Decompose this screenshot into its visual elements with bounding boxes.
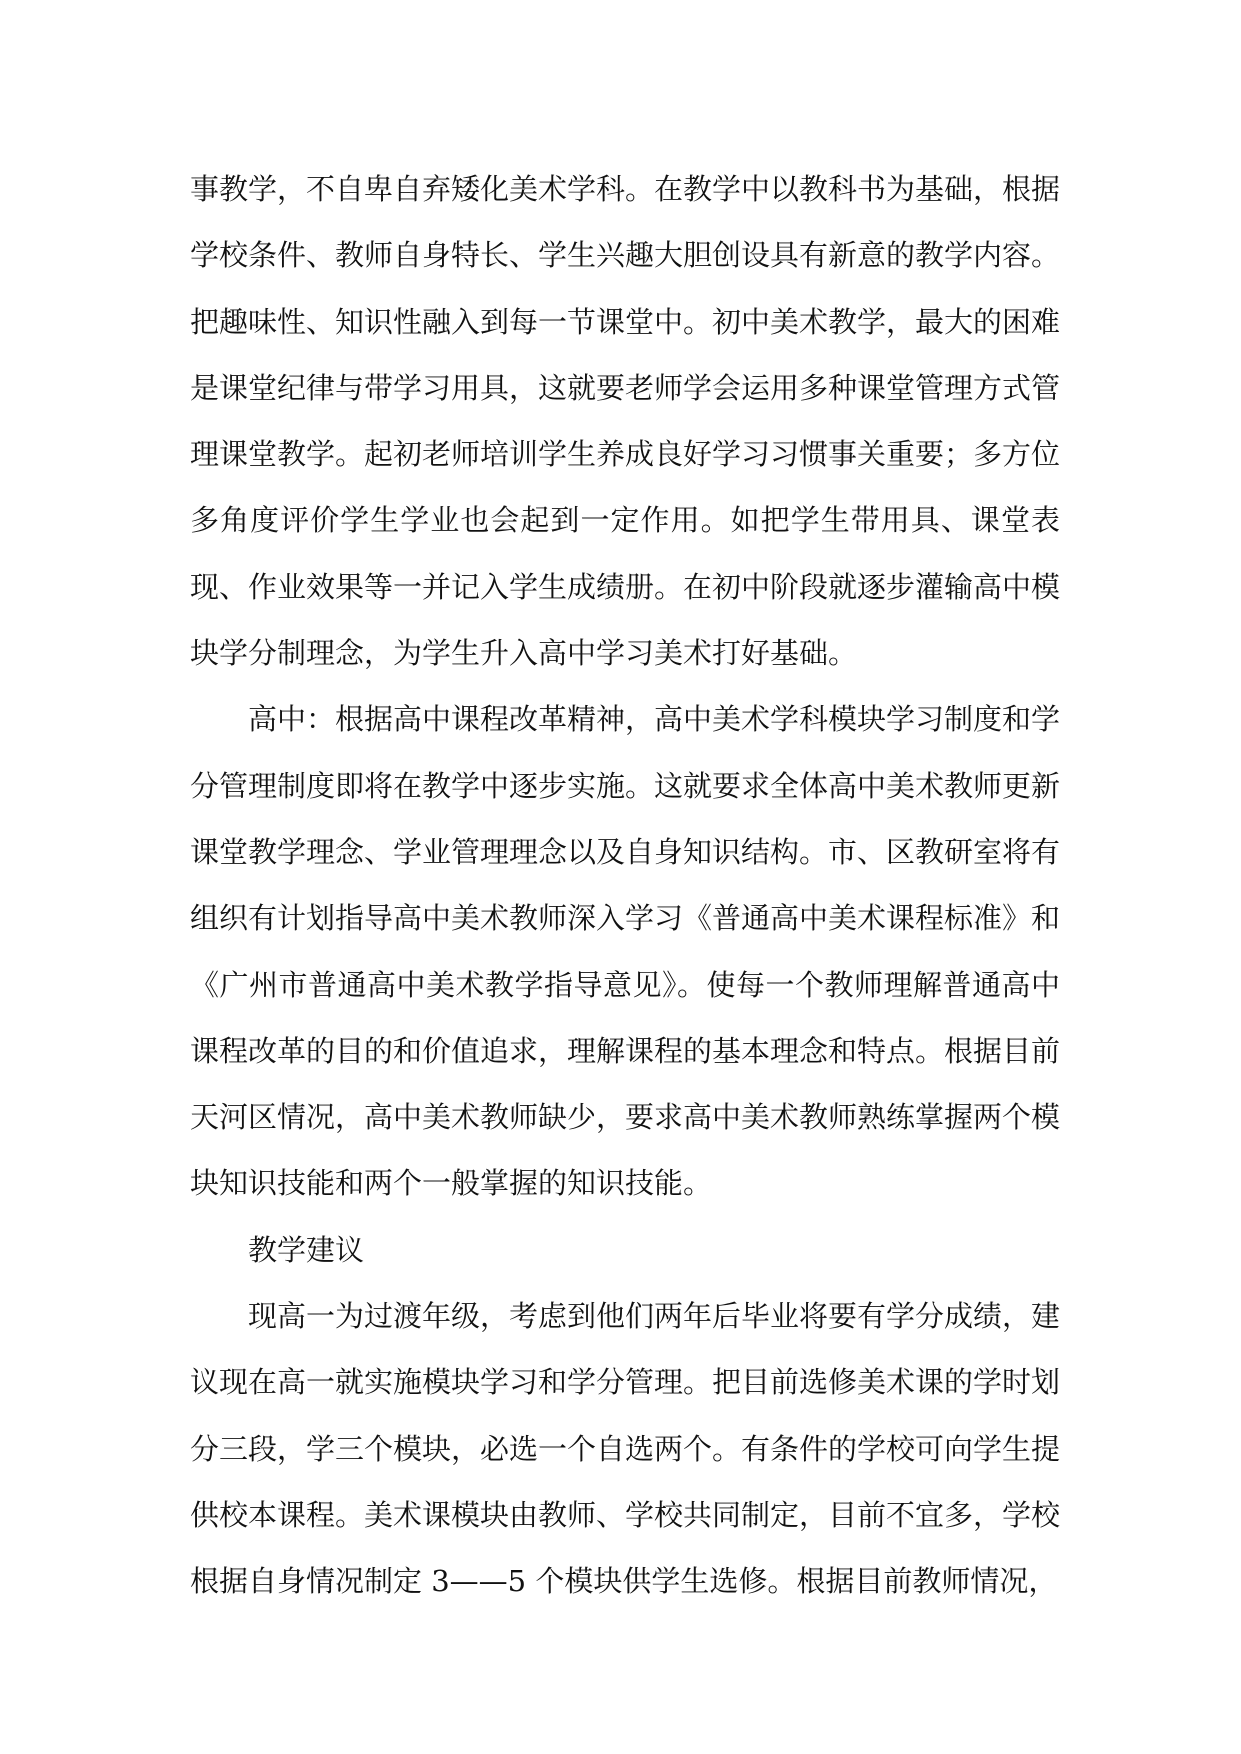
paragraph-high-school: 高中：根据高中课程改革精神，高中美术学科模块学习制度和学分管理制度即将在教学中逐步实施。这就要求全体高中美术教师更新课堂教学理念、学业管理理念以及自身知识结构。市、区教研室将有组织有计划指导高中美术教师深入学习《普通高中美术课程标准》和《广州市普通高中美术教学指导意见》。使每一个教师理解普通高中课程改革的目的和价值追求，理解课程的基本理念和特点。根据目前天河区情况，高中美术教师缺少，要求高中美术教师熟练掌握两个模块知识技能和两个一般掌握的知识技能。	[190, 702, 1061, 1201]
section-heading-teaching-suggestions: 教学建议	[248, 1232, 365, 1267]
paragraph-teaching-suggestions: 现高一为过渡年级，考虑到他们两年后毕业将要有学分成绩，建议现在高一就实施模块学习和学分管理。把目前选修美术课的学时划分三段，学三个模块，必选一个自选两个。有条件的学校可向学生提供校本课程。美术课模块由教师、学校共同制定，目前不宜多，学校根据自身情况制定 3——5 个模块供学生选修。根据目前教师情况，	[190, 1299, 1061, 1599]
paragraph-primary-classroom: 事教学，不自卑自弃矮化美术学科。在教学中以教科书为基础，根据学校条件、教师自身特长、学生兴趣大胆创设具有新意的教学内容。把趣味性、知识性融入到每一节课堂中。初中美术教学，最大的困难是课堂纪律与带学习用具，这就要老师学会运用多种课堂管理方式管理课堂教学。起初老师培训学生养成良好学习习惯事关重要；多方位多角度评价学生学业也会起到一定作用。如把学生带用具、课堂表现、作业效果等一并记入学生成绩册。在初中阶段就逐步灌输高中模块学分制理念，为学生升入高中学习美术打好基础。	[190, 172, 1061, 671]
document-body	[190, 156, 1060, 1615]
